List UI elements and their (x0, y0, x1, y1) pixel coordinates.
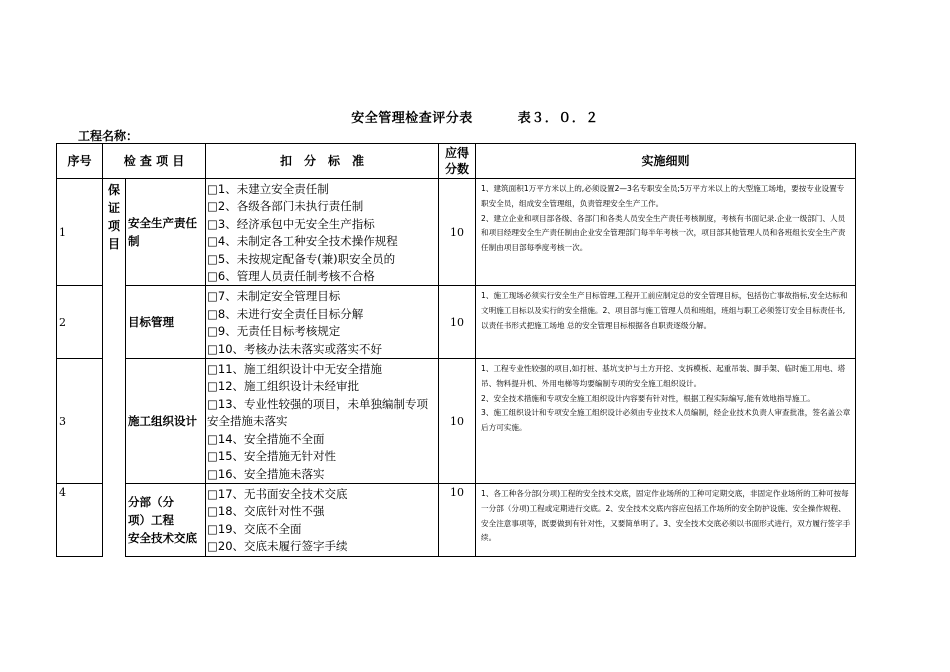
row-seq: 3 (57, 359, 103, 484)
table-number: 表３．０．２ (517, 111, 599, 126)
score-header-line2: 分数 (445, 162, 470, 176)
standard-line: □11、施工组织设计中无安全措施 (207, 362, 383, 377)
check-item-line: 分部（分 (128, 494, 174, 509)
implementation-details (476, 359, 856, 484)
standard-line: □5、未按规定配备专(兼)职安全员的 (207, 251, 396, 266)
standard-line: □17、无书面安全技术交底 (207, 487, 348, 502)
standard-line: □19、交底不全面 (207, 521, 302, 536)
standard-line: □14、安全措施不全面 (207, 431, 325, 446)
standard-line: □9、无责任目标考核规定 (207, 324, 341, 339)
col-header-item: 检 查 项 目 (103, 144, 206, 179)
standard-line: □20、交底未履行签字手续 (207, 539, 348, 554)
row-seq: 1 (57, 179, 103, 286)
col-header-detail: 实施细则 (476, 144, 856, 179)
check-item: 目标管理 (126, 286, 206, 359)
check-item: 安全生产责任制 (126, 179, 206, 286)
standard-line: □12、施工组织设计未经审批 (207, 379, 360, 394)
implementation-details (476, 179, 856, 286)
detail-paragraph: 2、安全技术措施和专项安全施工组织设计内容要有针对性，根据工程实际编写,能有效地指导施工。 (481, 393, 815, 403)
standard-line: □2、各级各部门未执行责任制 (207, 199, 364, 214)
detail-paragraph: 1、建筑面积1万平方米以上的,必须设置2—3名专职安全员;5万平方米以上的大型施工场地，要按专业设置专职安全员，组成安全管理组，负责管理安全生产工作。 (481, 184, 845, 208)
category-label: 保证项目 (107, 183, 120, 251)
standard-line: □15、安全措施无针对性 (207, 449, 337, 464)
detail-paragraph: 3、施工组织设计和专项安全施工组织设计必须由专业技术人员编制，经企业技术负责人审查批准，签名盖公章后方可实施。 (481, 408, 851, 433)
col-header-seq: 序号 (57, 144, 103, 179)
category-cell (103, 179, 126, 557)
document-title-line (0, 107, 950, 126)
standard-line: □7、未制定安全管理目标 (207, 289, 341, 304)
deduction-standards (206, 484, 439, 557)
standard-line: □3、经济承包中无安全生产指标 (207, 216, 375, 231)
check-item-line: 安全技术交底 (128, 530, 197, 545)
document-title: 安全管理检查评分表 (351, 111, 473, 126)
check-item: 施工组织设计 (126, 359, 206, 484)
check-item (126, 484, 206, 557)
standard-line: □8、未进行安全责任目标分解 (207, 306, 364, 321)
table-row (57, 359, 856, 484)
detail-paragraph: 1、各工种各分部(分项)工程的安全技术交底，固定作业场所的工种可定期交底，非固定作业场所的工种可按每一分部（分项)工程或定期进行交底。2、安全技术交底内容应包括工作场所的安全防护设施、安全操作规程、安全注意事项等，既要做到有针对性，又要简单明了。3、安全技术交底必须以书面形式进行，双方履行签字手续。 (481, 489, 851, 543)
standard-line: □4、未制定各工种安全技术操作规程 (207, 234, 398, 249)
row-score: 10 (439, 359, 476, 484)
table-header-row (57, 144, 856, 179)
table-row (57, 484, 856, 557)
detail-paragraph: 1、工程专业性较强的项目,如打桩、基坑支护与土方开挖、支拆模板、起重吊装、脚手架、临时施工用电、塔吊、物料提升机、外用电梯等均要编制专项的安全施工组织设计。 (481, 364, 846, 388)
standard-line: □13、专业性较强的项目，未单独编制专项安全措施未落实 (207, 396, 429, 429)
col-header-standard: 扣 分 标 准 (206, 144, 439, 179)
detail-paragraph: 1、施工现场必须实行安全生产目标管理,工程开工前应制定总的安全管理目标，包括伤亡事故指标,安全达标和文明施工目标以及实行的安全措施。2、项目部与施工管理人员和班组，班组与职工必须签订安全目标责任书,以责任书形式把施工场地 总的安全管理目标根据各自职责逐级分解。 (481, 291, 848, 331)
implementation-details (476, 484, 856, 557)
standard-line: □10、考核办法未落实或落实不好 (207, 341, 383, 356)
safety-score-table (56, 143, 856, 557)
detail-paragraph: 2、建立企业和项目部各级、各部门和各类人员安全生产责任考核制度，考核有书面记录.企业一级部门、人员和项目经理安全生产责任制由企业安全管理部门每半年考核一次，项目部其他管理人员和各班组长安全生产责任制由项目部每季度考核一次。 (481, 213, 846, 253)
deduction-standards (206, 286, 439, 359)
deduction-standards (206, 179, 439, 286)
standard-line: □6、管理人员责任制考核不合格 (207, 269, 375, 284)
table-row (57, 179, 856, 286)
row-seq: 4 (57, 484, 103, 557)
score-header-line1: 应得 (445, 146, 470, 160)
col-header-score (439, 144, 476, 179)
check-item-line: 项）工程 (128, 512, 174, 527)
row-seq: 2 (57, 286, 103, 359)
table-row (57, 286, 856, 359)
row-score: 10 (439, 286, 476, 359)
row-score: 10 (439, 484, 476, 557)
deduction-standards (206, 359, 439, 484)
standard-line: □18、交底针对性不强 (207, 504, 325, 519)
project-name-label: 工程名称： (78, 129, 139, 143)
implementation-details (476, 286, 856, 359)
standard-line: □16、安全措施未落实 (207, 466, 325, 481)
standard-line: □1、未建立安全责任制 (207, 182, 329, 196)
row-score: 10 (439, 179, 476, 286)
